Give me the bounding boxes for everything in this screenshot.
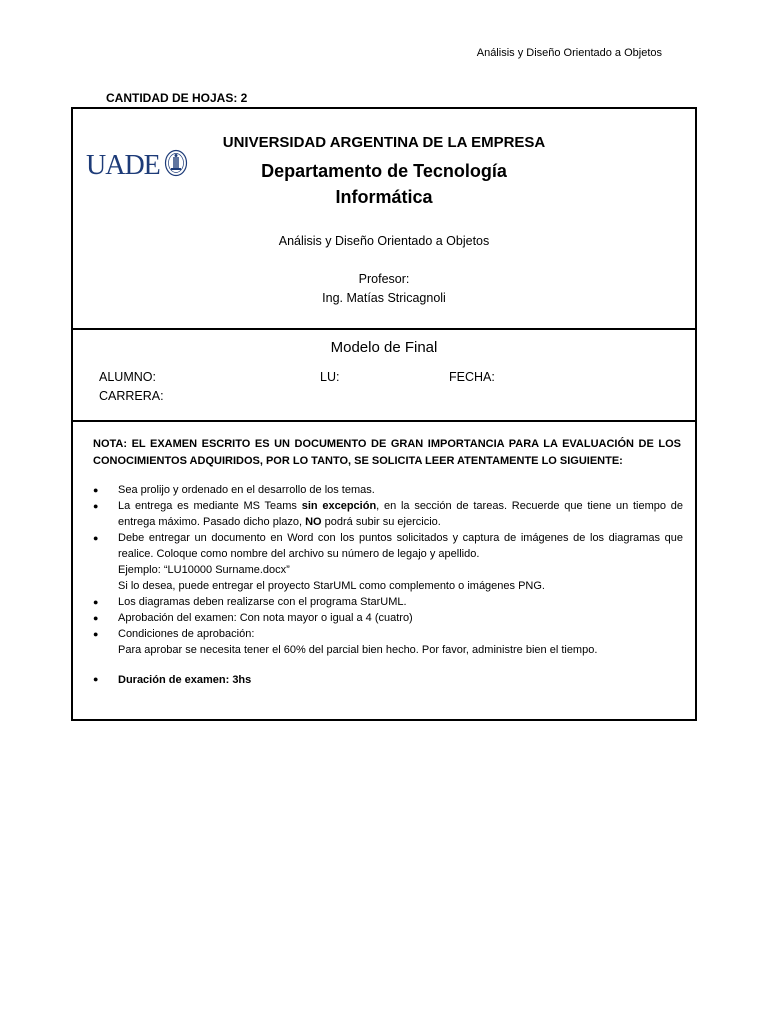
fecha-label: FECHA:	[449, 370, 495, 384]
list-item	[93, 482, 683, 498]
rule-example: Ejemplo: “LU10000 Surname.docx”	[118, 564, 290, 576]
rule-text: Condiciones de aprobación:	[118, 628, 255, 640]
instructions-section	[73, 422, 695, 719]
exam-model-title: Modelo de Final	[330, 339, 438, 356]
rules-list	[93, 482, 683, 658]
alumno-label: ALUMNO:	[99, 370, 156, 384]
bullet: ●	[93, 485, 99, 495]
department-name	[73, 158, 695, 210]
bullet: ●	[93, 597, 99, 607]
rule-detail: Para aprobar se necesita tener el 60% del parcial bien hecho. Por favor, administre bien el tiempo.	[118, 644, 598, 656]
university-name: UNIVERSIDAD ARGENTINA DE LA EMPRESA	[222, 134, 546, 151]
bullet: ●	[93, 674, 99, 684]
lu-label: LU:	[320, 370, 340, 384]
exam-duration	[93, 674, 251, 686]
list-item	[93, 498, 683, 530]
sheet-count: CANTIDAD DE HOJAS: 2	[106, 91, 248, 105]
professor-name: Ing. Matías Stricagnoli	[322, 291, 446, 305]
rule-text: Debe entregar un documento en Word con los puntos solicitados y captura de imágenes de los diagramas que realice. Coloque como nombre del archivo su número de legajo y apellido.	[118, 532, 683, 560]
bullet: ●	[93, 629, 99, 639]
carrera-label: CARRERA:	[99, 389, 164, 403]
rule-emphasis: NO	[305, 516, 322, 528]
list-item	[93, 594, 683, 610]
rule-text: La entrega es mediante MS Teams	[118, 500, 302, 512]
rule-text: podrá subir su ejercicio.	[321, 516, 441, 528]
title-section	[73, 109, 695, 330]
department-line-1: Departamento de Tecnología	[261, 161, 507, 181]
student-section	[73, 330, 695, 422]
list-item	[93, 530, 683, 594]
bullet: ●	[93, 533, 99, 543]
rule-optional: Si lo desea, puede entregar el proyecto StarUML como complemento o imágenes PNG.	[118, 580, 545, 592]
bullet: ●	[93, 613, 99, 623]
exam-frame	[71, 107, 697, 721]
nota-paragraph: NOTA: EL EXAMEN ESCRITO ES UN DOCUMENTO DE GRAN IMPORTANCIA PARA LA EVALUACIÓN DE LOS CONOCIMIENTOS ADQUIRIDOS, POR LO TANTO, SE SOLICITA LEER ATENTAMENTE LO SIGUIENTE:	[93, 438, 681, 467]
rule-text: Los diagramas deben realizarse con el programa StarUML.	[118, 596, 407, 608]
duration-text: Duración de examen: 3hs	[118, 674, 252, 686]
rule-text: Sea prolijo y ordenado en el desarrollo de los temas.	[118, 484, 375, 496]
bullet: ●	[93, 501, 99, 511]
rule-text: Aprobación del examen: Con nota mayor o igual a 4 (cuatro)	[118, 612, 413, 624]
page-header-course: Análisis y Diseño Orientado a Objetos	[476, 47, 662, 59]
rule-emphasis: sin excepción	[301, 500, 377, 512]
course-name: Análisis y Diseño Orientado a Objetos	[278, 234, 490, 248]
list-item	[93, 610, 683, 626]
department-line-2: Informática	[335, 187, 433, 207]
rule-text: , en la sección de tareas. Recuerde que tiene un tiempo de entrega máximo. Pasado dicho plazo,	[118, 500, 683, 528]
professor-label: Profesor:	[358, 272, 410, 286]
list-item	[93, 626, 683, 658]
logo-text: UADE	[86, 149, 160, 181]
